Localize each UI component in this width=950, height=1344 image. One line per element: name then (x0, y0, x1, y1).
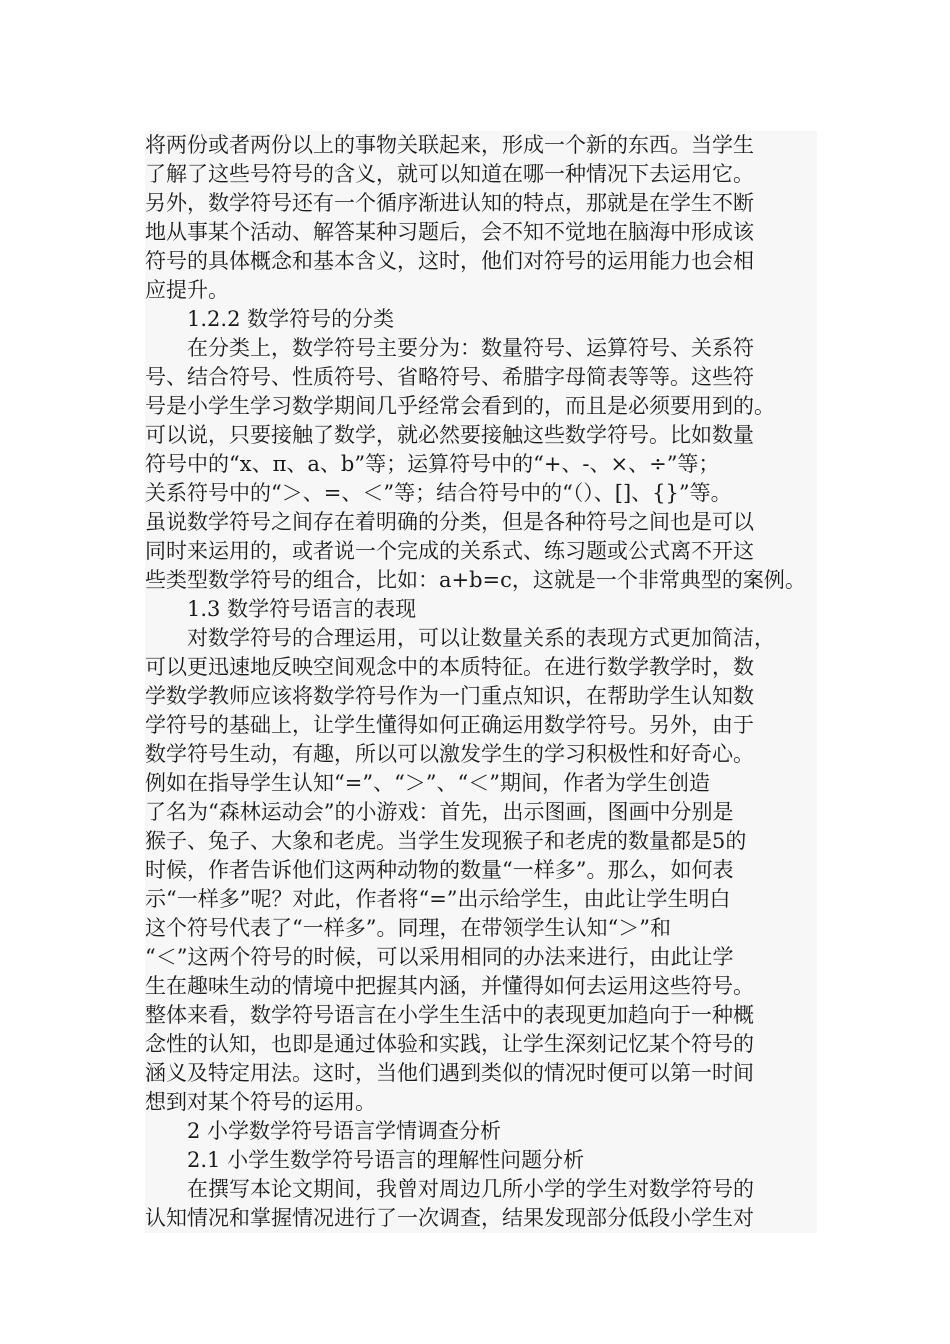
text-line: 2 小学数学符号语言学情调查分析 (145, 1117, 817, 1146)
text-line: 这个符号代表了“一样多”。同理，在带领学生认知“＞”和 (145, 914, 817, 943)
text-line: 1.3 数学符号语言的表现 (145, 595, 817, 624)
text-line: 号、结合符号、性质符号、省略符号、希腊字母简表等等。这些符 (145, 363, 817, 392)
text-line: 可以说，只要接触了数学，就必然要接触这些数学符号。比如数量 (145, 421, 817, 450)
text-line: 想到对某个符号的运用。 (145, 1088, 817, 1117)
text-line: 符号的具体概念和基本含义，这时，他们对符号的运用能力也会相 (145, 247, 817, 276)
text-line: 些类型数学符号的组合，比如：a+b=c，这就是一个非常典型的案例。 (145, 566, 817, 595)
text-line: 学数学教师应该将数学符号作为一门重点知识，在帮助学生认知数 (145, 682, 817, 711)
text-line: 可以更迅速地反映空间观念中的本质特征。在进行数学教学时，数 (145, 653, 817, 682)
text-line: 了名为“森林运动会”的小游戏：首先，出示图画，图画中分别是 (145, 798, 817, 827)
text-line: 2.1 小学生数学符号语言的理解性问题分析 (145, 1146, 817, 1175)
text-line: 地从事某个活动、解答某种习题后，会不知不觉地在脑海中形成该 (145, 218, 817, 247)
text-line: 猴子、兔子、大象和老虎。当学生发现猴子和老虎的数量都是5的 (145, 827, 817, 856)
text-line: 另外，数学符号还有一个循序渐进认知的特点，那就是在学生不断 (145, 189, 817, 218)
text-line: 对数学符号的合理运用，可以让数量关系的表现方式更加简洁， (145, 624, 817, 653)
text-line: 例如在指导学生认知“=”、“＞”、“＜”期间，作者为学生创造 (145, 769, 817, 798)
text-line: 整体来看，数学符号语言在小学生生活中的表现更加趋向于一种概 (145, 1001, 817, 1030)
text-line: 将两份或者两份以上的事物关联起来，形成一个新的东西。当学生 (145, 131, 817, 160)
text-line: 应提升。 (145, 276, 817, 305)
text-line: 在分类上，数学符号主要分为：数量符号、运算符号、关系符 (145, 334, 817, 363)
document-body (145, 131, 817, 1233)
text-line: 同时来运用的，或者说一个完成的关系式、练习题或公式离不开这 (145, 537, 817, 566)
text-line: 了解了这些号符号的含义，就可以知道在哪一种情况下去运用它。 (145, 160, 817, 189)
text-line: 认知情况和掌握情况进行了一次调查，结果发现部分低段小学生对 (145, 1204, 817, 1233)
text-line: 学符号的基础上，让学生懂得如何正确运用数学符号。另外，由于 (145, 711, 817, 740)
text-line: “＜”这两个符号的时候，可以采用相同的办法来进行，由此让学 (145, 943, 817, 972)
text-line: 生在趣味生动的情境中把握其内涵，并懂得如何去运用这些符号。 (145, 972, 817, 1001)
text-line: 在撰写本论文期间，我曾对周边几所小学的学生对数学符号的 (145, 1175, 817, 1204)
text-line: 符号中的“x、π、a、b”等；运算符号中的“+、-、×、÷”等； (145, 450, 817, 479)
text-line: 关系符号中的“＞、=、＜”等；结合符号中的“（）、[]、{}”等。 (145, 479, 817, 508)
text-line: 时候，作者告诉他们这两种动物的数量“一样多”。那么，如何表 (145, 856, 817, 885)
text-line: 示“一样多”呢？对此，作者将“=”出示给学生，由此让学生明白 (145, 885, 817, 914)
text-line: 念性的认知，也即是通过体验和实践，让学生深刻记忆某个符号的 (145, 1030, 817, 1059)
text-line: 数学符号生动，有趣，所以可以激发学生的学习积极性和好奇心。 (145, 740, 817, 769)
text-line: 号是小学生学习数学期间几乎经常会看到的，而且是必须要用到的。 (145, 392, 817, 421)
text-line: 1.2.2 数学符号的分类 (145, 305, 817, 334)
text-line: 虽说数学符号之间存在着明确的分类，但是各种符号之间也是可以 (145, 508, 817, 537)
text-line: 涵义及特定用法。这时，当他们遇到类似的情况时便可以第一时间 (145, 1059, 817, 1088)
